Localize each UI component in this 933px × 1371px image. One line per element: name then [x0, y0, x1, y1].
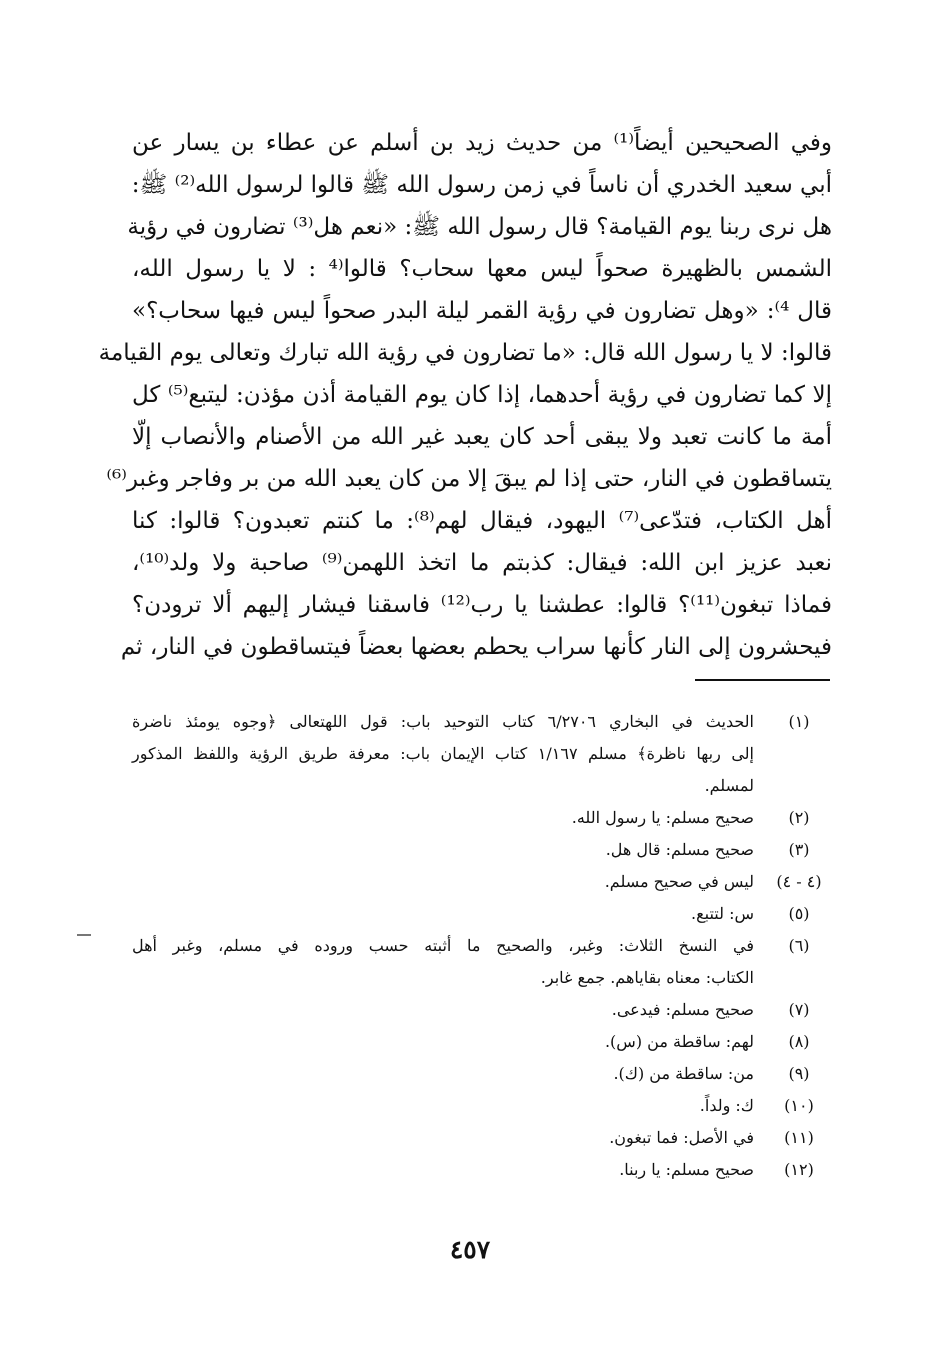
footnote-line: لهم: ساقطة من (س). [604, 1032, 754, 1051]
footnote-number: (١٢) [784, 1160, 814, 1179]
footnote [132, 994, 834, 1026]
footnote-number: (١٠) [784, 1096, 814, 1115]
footnote-line: إلى ربها ناظرة﴾ مسلم ١/١٦٧ كتاب الإيمان باب: معرفة طريق الرؤية واللفظ المذكور [132, 744, 754, 763]
main-text [98, 122, 833, 668]
main-text-line: أبي سعيد الخدري أن ناساً في زمن رسول الله ﷺ قالوا لرسول الله⁽²⁾ ﷺ: [131, 172, 832, 198]
footnote-line: الكتاب: معناه بقاياهم. جمع غابر. [540, 968, 754, 987]
footnote-line: ليس في صحيح مسلم. [604, 872, 754, 891]
main-text-line: الشمس بالظهيرة صحواً ليس معها سحاب؟ قالوا⁽⁴ : لا يا رسول الله، [132, 256, 832, 282]
footnote [132, 898, 834, 930]
footnote-text [132, 898, 764, 930]
footnote [132, 1122, 834, 1154]
main-text-line: يتساقطون في النار، حتى إذا لم يبقَ إلا من كان يعبد الله من بر وفاجر وغبر⁽⁶⁾ [106, 466, 832, 492]
footnote-line: صحيح مسلم: فيدعى. [611, 1000, 754, 1019]
main-text-line: أهل الكتاب، فتدّعى⁽⁷⁾ اليهود، فيقال لهم⁽⁸⁾: ما كنتم تعبدون؟ قالوا: كنا [132, 508, 832, 534]
footnote-text [132, 930, 764, 994]
footnote-text [132, 1122, 764, 1154]
footnote-line: صحيح مسلم: يا رسول الله. [571, 808, 754, 827]
footnote-text [132, 1090, 764, 1122]
footnote-number: (٤ - ٤) [776, 872, 822, 891]
footnote-number: (٥) [788, 904, 810, 923]
footnote-line: ك: ولداً. [699, 1096, 754, 1115]
footnote-number: (٨) [788, 1032, 810, 1051]
footnote-line: صحيح مسلم: قال هل. [605, 840, 754, 859]
footnote-text [132, 802, 764, 834]
footnote-line: الحديث في البخاري ٦/٢٧٠٦ كتاب التوحيد باب: قول اللهتعالى ﴿وجوه يومئذ ناضرة [132, 712, 755, 731]
footnote-separator [695, 679, 830, 681]
footnote-line: من: ساقطة من (ك). [613, 1064, 754, 1083]
main-text-line: فماذا تبغون⁽¹¹⁾؟ قالوا: عطشنا يا رب⁽¹²⁾ فاسقنا فيشار إليهم ألا ترودن؟ [132, 592, 832, 618]
footnote-text [132, 834, 764, 866]
footnote-text [132, 706, 764, 802]
footnote-number: (٦) [788, 936, 810, 955]
margin-mark [77, 934, 91, 936]
main-text-line: هل نرى ربنا يوم القيامة؟ قال رسول الله ﷺ: «نعم هل⁽³⁾ تضارون في رؤية [127, 214, 832, 240]
footnote-number: (٢) [788, 808, 810, 827]
footnotes [132, 706, 834, 1186]
footnote [132, 1058, 834, 1090]
page-number: ٤٥٧ [449, 1235, 491, 1264]
footnote [132, 706, 834, 802]
footnote [132, 1026, 834, 1058]
footnote [132, 802, 834, 834]
footnote-line: س: لتتبع. [691, 904, 754, 923]
main-text-line: نعبد عزيز ابن الله: فيقال: كذبتم ما اتخذ اللهمن⁽⁹⁾ صاحبة ولا ولد⁽¹⁰⁾، [132, 550, 833, 576]
main-text-line: قال ⁴⁾: «وهل تضارون في رؤية القمر ليلة البدر صحواً ليس فيها سحاب؟» [132, 298, 832, 324]
main-text-line: أمة ما كانت تعبد ولا يبقى أحد كان يعبد غير الله من الأصنام والأنصاب إلّا [132, 424, 832, 450]
footnote-text [132, 1026, 764, 1058]
footnote-text [132, 866, 764, 898]
main-text-line: قالوا: لا يا رسول الله قال: «ما تضارون في رؤية الله تبارك وتعالى يوم القيامة [98, 340, 832, 366]
footnote-number: (٩) [788, 1064, 810, 1083]
footnote-number: (١) [788, 712, 810, 731]
footnote-text [132, 994, 764, 1026]
main-text-line: وفي الصحيحين أيضاً⁽¹⁾ من حديث زيد بن أسلم عن عطاء بن يسار عن [132, 130, 832, 156]
footnote [132, 1090, 834, 1122]
footnote [132, 1154, 834, 1186]
footnote-line: لمسلم. [704, 776, 754, 795]
footnote-line: في النسخ الثلاث: وغبر، والصحيح ما أثبته حسب وروده في مسلم، وغبر أهل [132, 936, 754, 955]
footnote-text [132, 1058, 764, 1090]
main-text-line: إلا كما تضارون في رؤية أحدهما، إذا كان يوم القيامة أذن مؤذن: ليتبع⁽⁵⁾ كل [132, 382, 832, 408]
footnote-number: (٧) [788, 1000, 810, 1019]
footnote [132, 866, 834, 898]
footnote-number: (١١) [784, 1128, 814, 1147]
main-text-line: فيحشرون إلى النار كأنها سراب يحطم بعضها بعضاً فيتساقطون في النار، ثم [120, 634, 832, 660]
footnote [132, 930, 834, 994]
footnote [132, 834, 834, 866]
footnote-line: في الأصل: فما تبغون. [609, 1128, 754, 1147]
footnote-line: صحيح مسلم: يا ربنا. [619, 1160, 754, 1179]
footnote-text [132, 1154, 764, 1186]
footnote-number: (٣) [788, 840, 810, 859]
